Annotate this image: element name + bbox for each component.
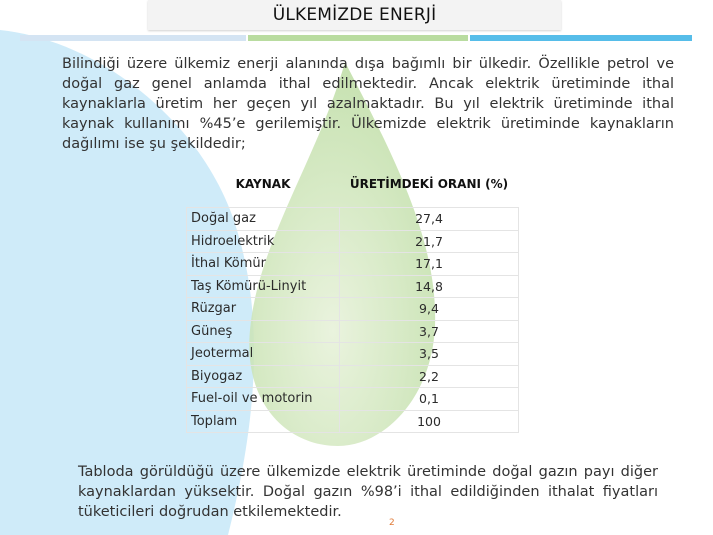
table-row bbox=[187, 365, 519, 388]
table-row bbox=[187, 253, 519, 276]
table-row bbox=[187, 298, 519, 321]
ratio-cell: 2,2 bbox=[340, 365, 519, 388]
energy-source-table bbox=[186, 161, 519, 433]
intro-paragraph: Bilindiği üzere ülkemiz enerji alanında dışa bağımlı bir ülkedir. Özellikle petrol ve doğal gaz genel anlamda ithal edilmektedir. Ancak elektrik üretiminde ithal kaynaklarla üretim her geçen yıl azalmaktadır. Bu yıl elektrik üretiminde ithal kaynak kullanımı %45’e gerilemiştir. Ülkemizde elektrik üretiminde kaynakların dağılımı ise şu şekildedir; bbox=[62, 56, 674, 152]
ratio-cell: 17,1 bbox=[340, 253, 519, 276]
page-number: 2 bbox=[389, 518, 395, 528]
title-underline-blue bbox=[470, 35, 692, 41]
ratio-cell: 3,7 bbox=[340, 320, 519, 343]
title-underline-green bbox=[248, 35, 468, 41]
conclusion-paragraph: Tabloda görüldüğü üzere ülkemizde elektrik üretiminde doğal gazın payı diğer kaynaklardan yüksektir. Doğal gazın %98’i ithal edildiğinden ithalat fiyatları tüketicileri doğrudan etkilemektedir. bbox=[78, 464, 658, 520]
table-row-total bbox=[187, 410, 519, 433]
table-row bbox=[187, 275, 519, 298]
table-header-row bbox=[187, 161, 519, 208]
table-row bbox=[187, 343, 519, 366]
table-row bbox=[187, 208, 519, 231]
source-cell: Fuel-oil ve motorin bbox=[187, 388, 340, 411]
table-row bbox=[187, 388, 519, 411]
ratio-cell: 9,4 bbox=[340, 298, 519, 321]
source-cell: Jeotermal bbox=[187, 343, 340, 366]
title-underline-light-blue bbox=[20, 35, 246, 41]
ratio-cell: 27,4 bbox=[340, 208, 519, 231]
source-cell: Taş Kömürü-Linyit bbox=[187, 275, 340, 298]
source-cell: Güneş bbox=[187, 320, 340, 343]
ratio-cell: 100 bbox=[340, 410, 519, 433]
source-cell: Toplam bbox=[187, 410, 340, 433]
slide-title: ÜLKEMİZDE ENERJİ bbox=[148, 0, 561, 30]
ratio-cell: 3,5 bbox=[340, 343, 519, 366]
ratio-cell: 14,8 bbox=[340, 275, 519, 298]
table-row bbox=[187, 320, 519, 343]
source-cell: Doğal gaz bbox=[187, 208, 340, 231]
ratio-cell: 0,1 bbox=[340, 388, 519, 411]
table-row bbox=[187, 230, 519, 253]
header-ratio: ÜRETİMDEKİ ORANI (%) bbox=[349, 177, 509, 191]
source-cell: Hidroelektrik bbox=[187, 230, 340, 253]
ratio-cell: 21,7 bbox=[340, 230, 519, 253]
source-cell: Biyogaz bbox=[187, 365, 340, 388]
header-source: KAYNAK bbox=[235, 177, 291, 191]
source-cell: İthal Kömür bbox=[187, 253, 340, 276]
source-cell: Rüzgar bbox=[187, 298, 340, 321]
